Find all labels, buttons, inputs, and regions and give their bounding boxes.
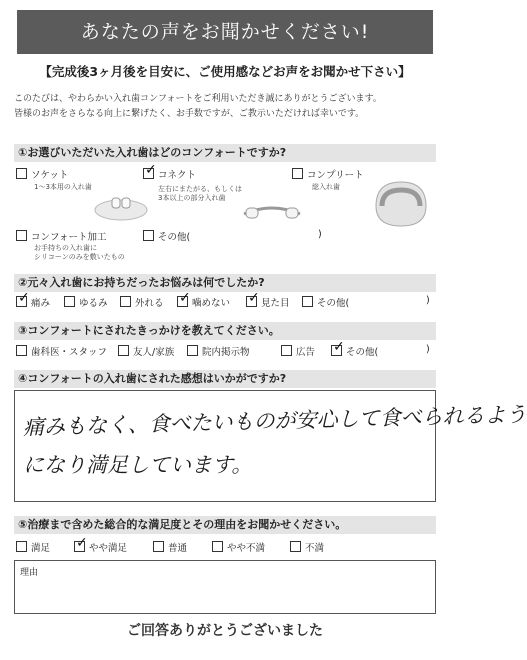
option-q2-other-close: ) <box>426 295 430 306</box>
option-somewhat-dissatisfied-label: やや不満 <box>227 543 266 554</box>
checkbox-dissatisfied[interactable] <box>290 541 301 552</box>
checkbox-advertisement[interactable] <box>281 345 292 356</box>
option-q3-other-close: ) <box>426 344 430 355</box>
checkbox-somewhat-satisfied[interactable] <box>74 535 88 552</box>
option-cannot-chew-label: 噛めない <box>192 298 231 309</box>
checkbox-cannot-chew[interactable] <box>177 290 191 307</box>
option-q2-other-label: その他( <box>317 298 350 309</box>
checkbox-q2-other[interactable] <box>302 296 313 307</box>
checkbox-q1-other[interactable] <box>143 230 154 241</box>
checkbox-complete[interactable] <box>292 168 303 179</box>
checkbox-socket[interactable] <box>16 168 27 179</box>
option-advertisement-label: 広告 <box>296 347 316 358</box>
option-pain-label: 痛み <box>31 298 51 309</box>
checkbox-comfort-processing[interactable] <box>16 230 27 241</box>
checkbox-friend-family[interactable] <box>118 345 129 356</box>
checkbox-satisfied[interactable] <box>16 541 27 552</box>
handwritten-answer-line-1: 痛みもなく、食べたいものが安心して食べられるよう <box>22 402 527 440</box>
check-mark-icon: ✓ <box>18 290 30 306</box>
option-q3-other-label: その他( <box>346 347 379 358</box>
denture-connect-illustration <box>240 198 304 224</box>
reason-label: 理由 <box>20 568 39 578</box>
impression-answer-box[interactable] <box>14 390 527 502</box>
option-socket-label: ソケット <box>31 170 69 181</box>
option-connect-note: 左右にまたがる、もしくは 3本以上の部分入れ歯 <box>158 185 242 202</box>
checkbox-clinic-poster[interactable] <box>187 345 198 356</box>
checkbox-dental-staff[interactable] <box>16 345 27 356</box>
option-appearance-label: 見た目 <box>261 298 290 309</box>
option-complete-label: コンプリート <box>307 170 364 181</box>
option-loose-label: ゆるみ <box>79 298 108 309</box>
denture-complete-illustration <box>370 176 432 230</box>
denture-socket-illustration <box>92 192 150 224</box>
intro-line-1: このたびは、やわらかい入れ歯コンフォートをご利用いただき誠にありがとうございます。 <box>14 94 382 104</box>
checkbox-neutral[interactable] <box>153 541 164 552</box>
option-dissatisfied-label: 不満 <box>305 543 325 554</box>
survey-banner: あなたの声をお聞かせください! <box>17 10 433 54</box>
check-mark-icon: ✓ <box>333 339 345 355</box>
checkbox-appearance[interactable] <box>246 290 260 307</box>
survey-subtitle: 【完成後3ヶ月後を目安に、ご使用感などお声をお聞かせ下さい】 <box>39 64 411 79</box>
checkbox-q3-other[interactable] <box>331 339 345 356</box>
check-mark-icon: ✓ <box>179 290 191 306</box>
question-5-title: ⑤治療まで含めた総合的な満足度とその理由をお聞かせください。 <box>14 516 436 534</box>
option-friend-family-label: 友人/家族 <box>133 347 175 358</box>
check-mark-icon: ✓ <box>145 162 157 178</box>
option-neutral-label: 普通 <box>168 543 188 554</box>
option-satisfied-label: 満足 <box>31 543 51 554</box>
checkbox-falls-out[interactable] <box>120 296 131 307</box>
option-connect-label: コネクト <box>158 170 197 181</box>
intro-line-2: 皆様のお声をさらなる向上に繋げたく、お手数ですが、ご教示いただければ幸いです。 <box>14 109 365 119</box>
question-3-title: ③コンフォートにされたきっかけを教えてください。 <box>14 322 436 340</box>
option-dental-staff-label: 歯科医・スタッフ <box>31 347 108 358</box>
question-4-title: ④コンフォートの入れ歯にされた感想はいかがですか? <box>14 370 436 388</box>
check-mark-icon: ✓ <box>248 290 260 306</box>
checkbox-pain[interactable] <box>16 290 30 307</box>
question-1-title: ①お選びいただいた入れ歯はどのコンフォートですか? <box>14 144 436 162</box>
thank-you-footer: ご回答ありがとうございました <box>127 623 323 639</box>
option-complete-note: 総入れ歯 <box>312 183 340 191</box>
checkbox-loose[interactable] <box>64 296 75 307</box>
option-clinic-poster-label: 院内掲示物 <box>202 347 250 358</box>
handwritten-answer-line-2: になり満足しています。 <box>23 453 253 477</box>
option-q1-other-close: ) <box>318 229 322 240</box>
check-mark-icon: ✓ <box>76 535 88 551</box>
option-comfort-processing-label: コンフォート加工 <box>31 232 107 243</box>
option-falls-out-label: 外れる <box>135 298 164 309</box>
question-2-title: ②元々入れ歯にお持ちだったお悩みは何でしたか? <box>14 274 436 292</box>
option-q1-other-label: その他( <box>158 232 191 243</box>
checkbox-somewhat-dissatisfied[interactable] <box>212 541 223 552</box>
checkbox-connect[interactable] <box>143 162 157 179</box>
option-socket-note: 1～3本用の入れ歯 <box>34 183 92 191</box>
option-comfort-processing-note: お手持ちの入れ歯に シリコーンのみを敷いたもの <box>34 244 125 261</box>
reason-box[interactable] <box>14 560 436 614</box>
option-somewhat-satisfied-label: やや満足 <box>89 543 128 554</box>
